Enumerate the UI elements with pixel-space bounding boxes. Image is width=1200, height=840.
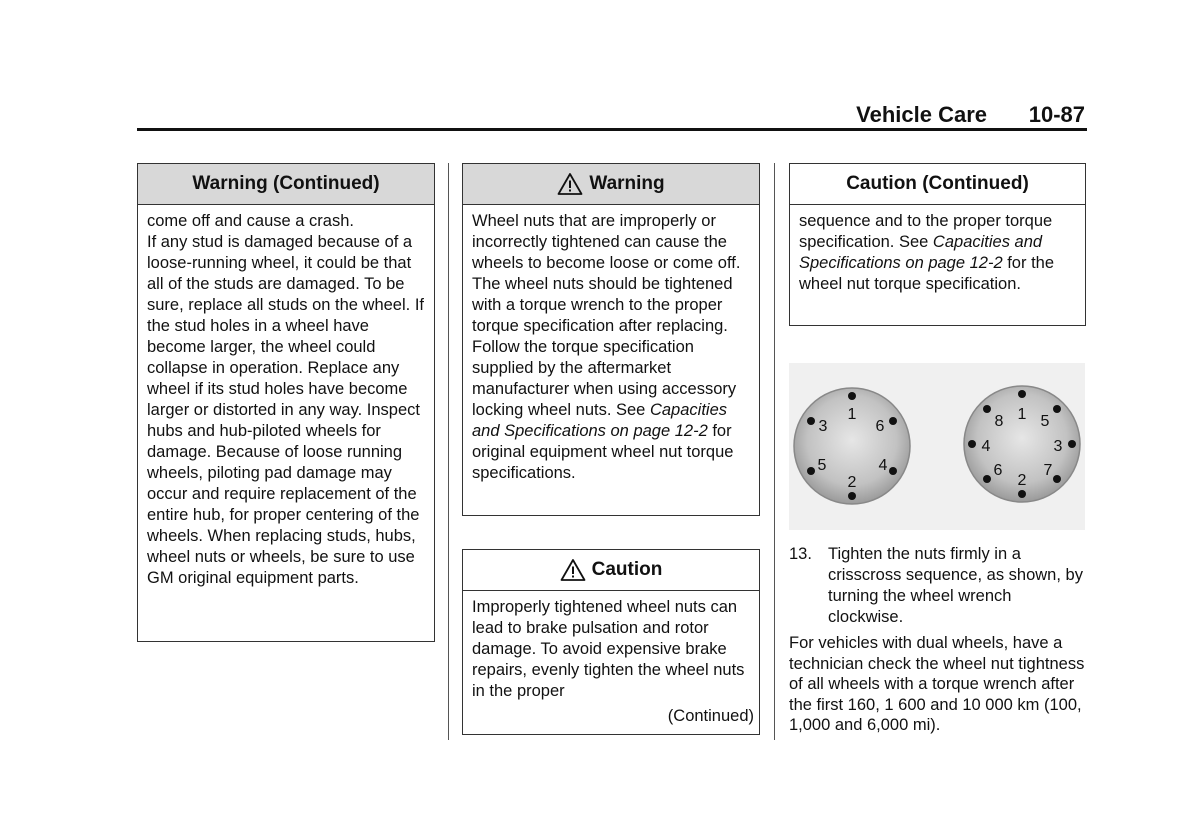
wheel-diagram-svg xyxy=(789,363,1085,530)
wheel-nut-sequence-diagram xyxy=(789,363,1085,530)
column-divider xyxy=(448,163,449,740)
warning-continued-body xyxy=(138,205,434,589)
lug-nut xyxy=(1068,440,1076,448)
warning-continued-text: come off and cause a crash. xyxy=(147,212,354,230)
cross-reference-link[interactable]: Capacities and Specifications on page 12-2 xyxy=(799,233,1043,272)
lug-nut xyxy=(889,467,897,475)
lug-label: 2 xyxy=(1017,472,1027,489)
warning-continued-title: Warning (Continued) xyxy=(138,164,434,205)
lug-label: 8 xyxy=(994,413,1004,430)
step-number: 13. xyxy=(789,545,812,563)
cross-reference-link[interactable]: Capacities and Specifications on page 12-2 xyxy=(472,401,727,440)
warning-title-bar xyxy=(463,164,759,205)
lug-label: 4 xyxy=(878,457,888,474)
lug-nut xyxy=(848,392,856,400)
lug-label: 5 xyxy=(1040,413,1050,430)
lug-label: 6 xyxy=(993,462,1003,479)
lug-label: 1 xyxy=(1017,406,1027,423)
lug-nut xyxy=(1018,490,1026,498)
warning-triangle-icon xyxy=(557,172,583,196)
lug-nut xyxy=(1053,475,1061,483)
section-title: Vehicle Care xyxy=(856,102,987,127)
page-number: 10-87 xyxy=(1028,102,1085,127)
lug-nut xyxy=(1018,390,1026,398)
six-lug-wheel xyxy=(794,388,910,504)
caution-box xyxy=(462,549,760,735)
lug-nut xyxy=(983,475,991,483)
lug-label: 6 xyxy=(875,418,885,435)
caution-body xyxy=(463,591,759,727)
warning-text: Wheel nuts that are improperly or incorrectly tightened can cause the wheels to become loose or come off. The wheel nuts should be tightened with a torque wrench to the proper torque specification after replacing. Follow the torque specification supplied by the aftermarket manufacturer when using accessory locking wheel nuts. See Capacities and Specifications on page 12-2 for original equipment wheel nut torque specifications. xyxy=(472,212,741,482)
lug-nut xyxy=(848,492,856,500)
lug-label: 3 xyxy=(1053,438,1063,455)
warning-continued-text: If any stud is damaged because of a loose-running wheel, it could be that all of the studs are damaged. To be sure, replace all studs on the wheel. If the stud holes in a wheel have become larger, the wheel could collapse in operation. Replace any wheel if its stud holes have become larger or distorted in any way. Inspect hubs and hub-piloted wheels for damage. Because of loose running wheels, piloting pad damage may occur and require replacement of the entire hub, for proper centering of the wheels. When replacing studs, hubs, wheel nuts or wheels, be sure to use GM original equipment parts. xyxy=(147,233,424,587)
caution-text: Improperly tightened wheel nuts can lead to brake pulsation and rotor damage. To avoid expensive brake repairs, evenly tighten the wheel nuts in the proper xyxy=(472,598,745,700)
caution-continued-box xyxy=(789,163,1086,326)
warning-title: Warning xyxy=(589,173,665,194)
warning-continued-box xyxy=(137,163,435,642)
lug-nut xyxy=(807,417,815,425)
lug-label: 7 xyxy=(1043,462,1053,479)
lug-label: 3 xyxy=(818,418,828,435)
warning-box xyxy=(462,163,760,516)
column-divider xyxy=(774,163,775,740)
page-header xyxy=(137,100,1087,130)
lug-label: 5 xyxy=(817,457,827,474)
header-rule xyxy=(137,128,1087,131)
lug-nut xyxy=(983,405,991,413)
step-13 xyxy=(789,544,1089,628)
caution-continued-body xyxy=(790,205,1085,295)
lug-label: 4 xyxy=(981,438,991,455)
caution-title-bar xyxy=(463,550,759,591)
warning-triangle-icon xyxy=(560,558,586,582)
lug-nut xyxy=(807,467,815,475)
lug-label: 1 xyxy=(847,406,857,423)
lug-nut xyxy=(968,440,976,448)
step-text: Tighten the nuts firmly in a crisscross sequence, as shown, by turning the wheel wrench clockwise. xyxy=(828,545,1083,626)
caution-continued-title: Caution (Continued) xyxy=(790,164,1085,205)
dual-wheels-paragraph: For vehicles with dual wheels, have a technician check the wheel nut tightness of all wheels with a torque wrench after the first 160, 1 600 and 10 000 km (100, 1,000 and 6,000 mi). xyxy=(789,634,1085,734)
caution-continued-text: sequence and to the proper torque specification. See Capacities and Specifications on page 12-2 for the wheel nut torque specification. xyxy=(799,212,1055,293)
lug-nut xyxy=(889,417,897,425)
lug-nut xyxy=(1053,405,1061,413)
lug-label: 2 xyxy=(847,474,857,491)
continued-label: (Continued) xyxy=(667,707,754,725)
warning-body xyxy=(463,205,759,484)
caution-title: Caution xyxy=(591,559,663,580)
eight-lug-wheel xyxy=(964,386,1080,502)
